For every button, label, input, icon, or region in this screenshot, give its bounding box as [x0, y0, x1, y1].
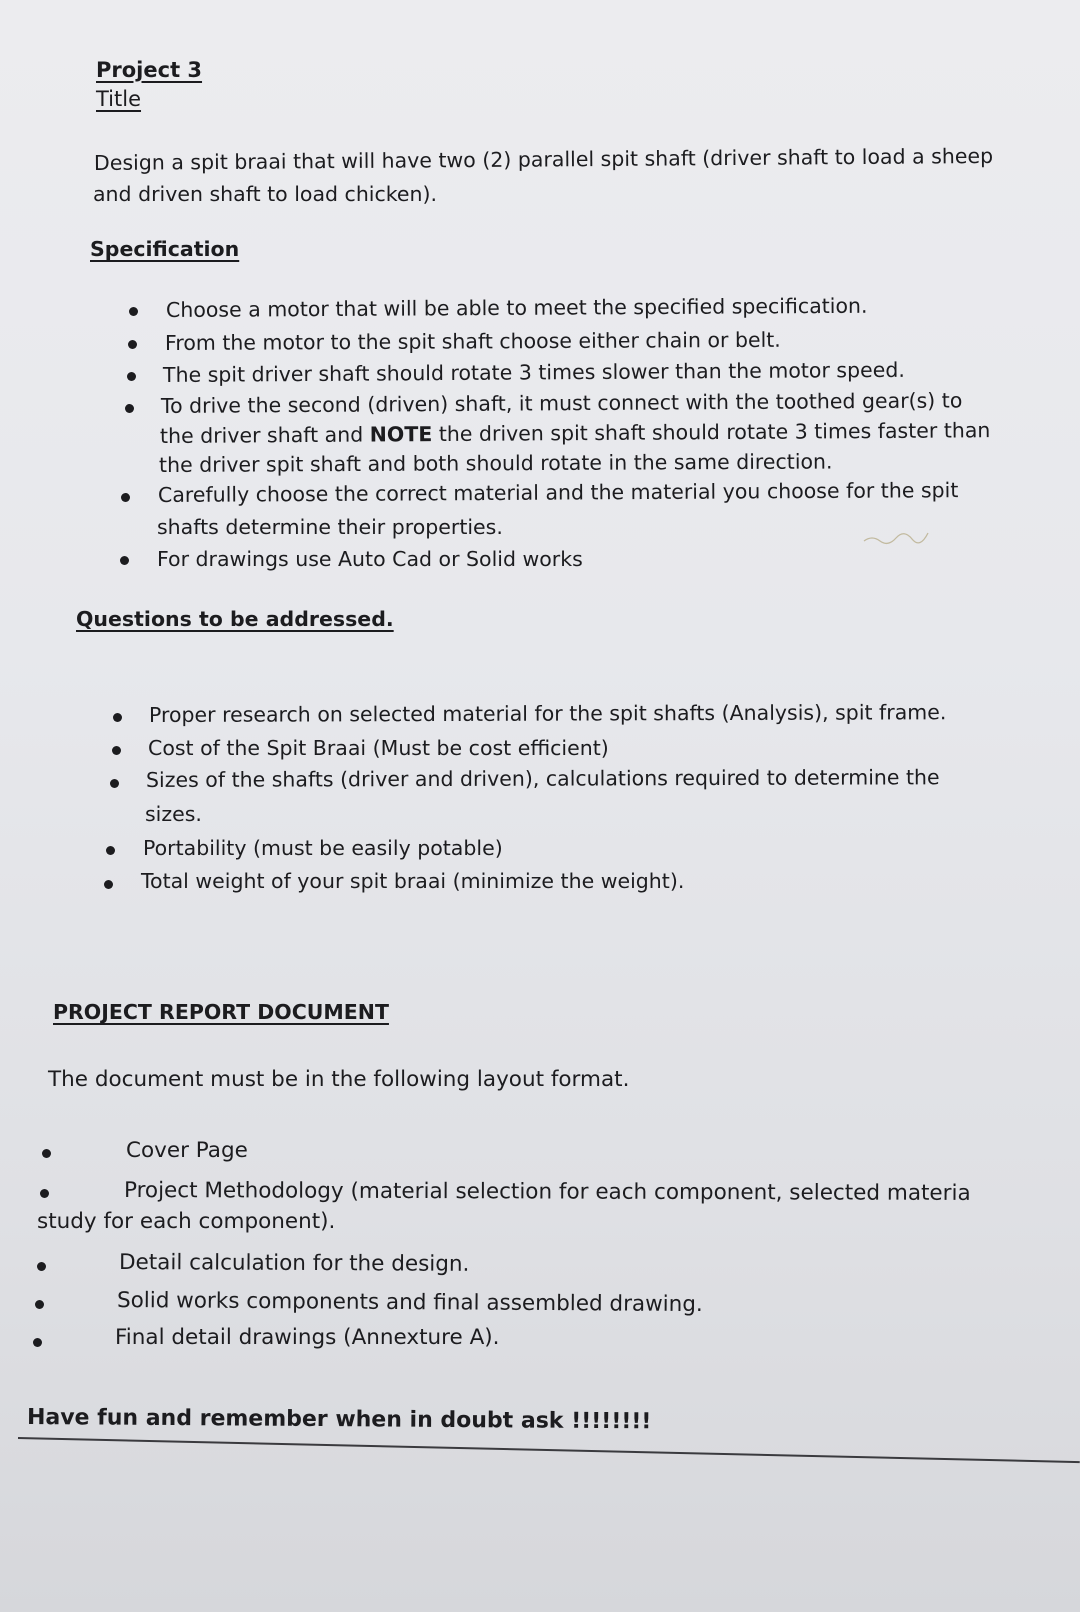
- report-item-2-line-1: Project Methodology (material selection for each component, selected materia: [123, 1178, 971, 1206]
- report-item-4: Solid works components and final assembled drawing.: [116, 1288, 703, 1318]
- question-item-2: Cost of the Spit Braai (Must be cost efficient): [148, 736, 609, 760]
- question-item-4: Portability (must be easily potable): [143, 836, 503, 860]
- report-item-1: Cover Page: [126, 1138, 248, 1163]
- report-bullet-3: [37, 1262, 46, 1271]
- spec-bullet-3: [127, 372, 136, 381]
- intro-line-1: Design a spit braai that will have two (2) parallel spit shaft (driver shaft to load a sheep: [93, 143, 994, 175]
- questions-heading: Questions to be addressed.: [76, 607, 394, 631]
- smudge-mark: [860, 528, 940, 546]
- spec-bullet-4: [125, 404, 134, 413]
- spec-bullet-6: [120, 556, 129, 565]
- spec-item-4-line-3: the driver spit shaft and both should rotate in the same direction.: [158, 449, 833, 477]
- spec-item-4-pre: the driver shaft and: [159, 422, 370, 448]
- spec-item-4-line-1: To drive the second (driven) shaft, it must connect with the toothed gear(s) to: [160, 388, 963, 418]
- closing-underline: [18, 1437, 1080, 1463]
- report-item-5: Final detail drawings (Annexture A).: [115, 1325, 500, 1350]
- project-label: Project 3: [96, 58, 203, 82]
- question-bullet-2: [112, 746, 121, 755]
- spec-item-5-line-1: Carefully choose the correct material and the material you choose for the spit: [157, 478, 959, 507]
- question-item-1: Proper research on selected material for the spit shafts (Analysis), spit frame.: [148, 700, 947, 727]
- question-item-3-line-1: Sizes of the shafts (driver and driven), calculations required to determine the: [145, 765, 940, 792]
- report-bullet-1: [42, 1149, 51, 1158]
- spec-item-6: For drawings use Auto Cad or Solid works: [157, 547, 583, 571]
- spec-item-4-post: the driven spit shaft should rotate 3 times faster than: [432, 418, 991, 447]
- spec-item-3: The spit driver shaft should rotate 3 times slower than the motor speed.: [162, 357, 905, 387]
- spec-bullet-1: [129, 307, 138, 316]
- intro-line-2: and driven shaft to load chicken).: [93, 182, 438, 206]
- spec-item-2: From the motor to the spit shaft choose either chain or belt.: [164, 327, 781, 355]
- question-bullet-1: [113, 713, 122, 722]
- spec-bullet-5: [121, 493, 130, 502]
- closing-remark: Have fun and remember when in doubt ask !!!!!!!!: [26, 1405, 652, 1435]
- question-bullet-4: [106, 846, 115, 855]
- report-intro: The document must be in the following layout format.: [48, 1067, 630, 1092]
- spec-item-1: Choose a motor that will be able to meet the specified specification.: [165, 293, 868, 322]
- question-item-5: Total weight of your spit braai (minimize the weight).: [141, 869, 685, 893]
- specification-heading: Specification: [90, 237, 240, 261]
- report-bullet-2: [40, 1189, 49, 1198]
- question-bullet-5: [104, 880, 113, 889]
- report-heading: PROJECT REPORT DOCUMENT: [53, 1000, 389, 1024]
- report-bullet-4: [35, 1300, 44, 1309]
- report-bullet-5: [33, 1338, 42, 1347]
- title-label: Title: [96, 87, 142, 111]
- note-emphasis: NOTE: [369, 422, 433, 447]
- spec-item-5-line-2: shafts determine their properties.: [157, 515, 503, 539]
- ink-smudge: [860, 528, 940, 546]
- spec-item-4-line-2: [160, 417, 991, 449]
- report-item-3: Detail calculation for the design.: [118, 1250, 470, 1277]
- question-bullet-3: [110, 779, 119, 788]
- question-item-3-line-2: sizes.: [145, 802, 202, 826]
- spec-bullet-2: [128, 340, 137, 349]
- report-item-2-line-2: study for each component).: [37, 1209, 336, 1234]
